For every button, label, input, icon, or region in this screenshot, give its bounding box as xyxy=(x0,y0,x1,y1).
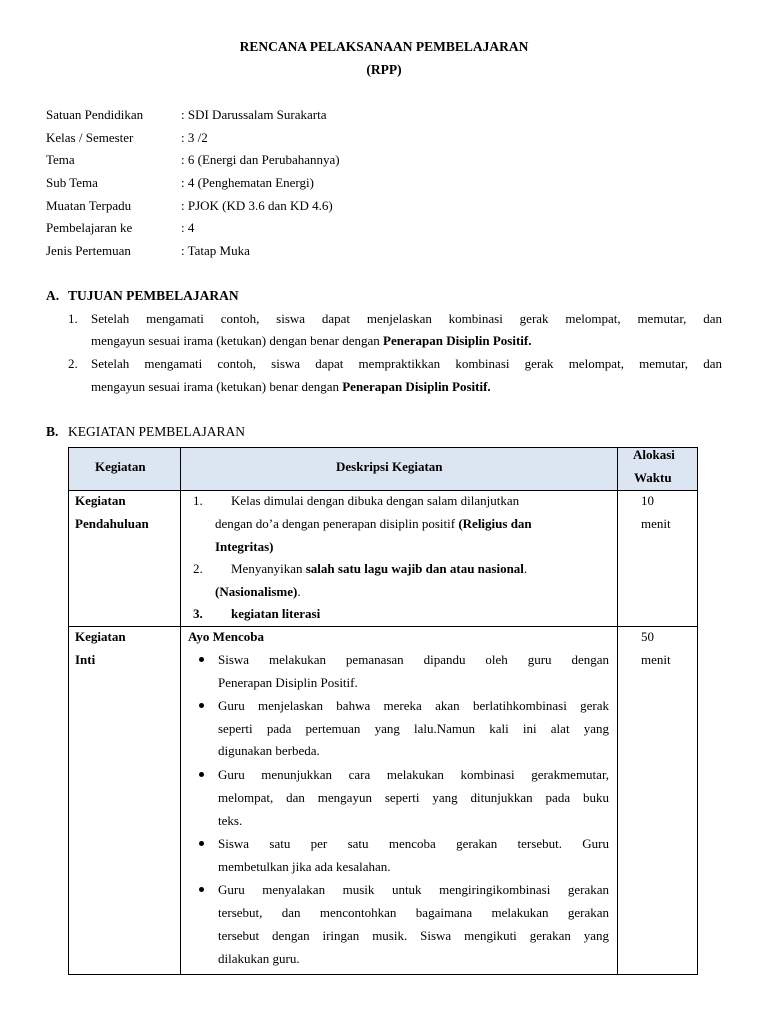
table-divider xyxy=(617,447,618,975)
objective-number: 2. xyxy=(68,356,78,371)
time-allocation: 10 xyxy=(641,493,654,508)
activity-number: 2. xyxy=(193,561,203,576)
bullet-icon xyxy=(199,657,204,662)
section-a-letter: A. xyxy=(46,288,60,303)
activity-number: 1. xyxy=(193,493,203,508)
activity-line: kegiatan literasi xyxy=(231,606,321,621)
activity-subheading: Ayo Mencoba xyxy=(188,629,264,644)
activity-number: 3. xyxy=(193,606,203,621)
objective-line: Setelah mengamati contoh, siswa dapat menjelaskan kombinasi gerak melompat, memutar, dan xyxy=(91,311,722,326)
activity-line: dilakukan guru. xyxy=(218,951,300,966)
identity-value: : 4 xyxy=(181,220,195,235)
activity-line: Siswa satu per satu mencoba gerakan tersebut. Guru xyxy=(218,836,609,851)
identity-label: Jenis Pertemuan xyxy=(46,243,131,258)
row-name: Pendahuluan xyxy=(75,516,149,531)
header-deskripsi: Deskripsi Kegiatan xyxy=(336,459,443,474)
document-subtitle: (RPP) xyxy=(366,62,402,77)
section-a-title: TUJUAN PEMBELAJARAN xyxy=(68,288,239,303)
table-divider xyxy=(68,490,698,491)
activity-line: Menyanyikan salah satu lagu wajib dan atau nasional. xyxy=(231,561,528,576)
activity-line: Penerapan Disiplin Positif. xyxy=(218,675,358,690)
identity-value: : SDI Darussalam Surakarta xyxy=(181,107,327,122)
identity-value: : PJOK (KD 3.6 dan KD 4.6) xyxy=(181,198,333,213)
identity-label: Pembelajaran ke xyxy=(46,220,133,235)
activity-line: Guru menunjukkan cara melakukan kombinasi gerakmemutar, xyxy=(218,767,609,782)
identity-value: : 6 (Energi dan Perubahannya) xyxy=(181,152,340,167)
identity-value: : 3 /2 xyxy=(181,130,208,145)
bullet-icon xyxy=(199,703,204,708)
activity-line: (Nasionalisme). xyxy=(215,584,301,599)
row-name: Inti xyxy=(75,652,96,667)
activity-line: Kelas dimulai dengan dibuka dengan salam dilanjutkan xyxy=(231,493,520,508)
activity-line: teks. xyxy=(218,813,243,828)
activity-line: melompat, dan mengayun seperti yang ditunjukkan pada buku xyxy=(218,790,609,805)
identity-label: Muatan Terpadu xyxy=(46,198,132,213)
header-alokasi: Alokasi xyxy=(633,447,675,462)
activity-line: dengan do’a dengan penerapan disiplin positif (Religius dan xyxy=(215,516,532,531)
activity-line: digunakan berbeda. xyxy=(218,743,320,758)
identity-label: Tema xyxy=(46,152,75,167)
header-kegiatan: Kegiatan xyxy=(95,459,146,474)
time-unit: menit xyxy=(641,516,671,531)
objective-number: 1. xyxy=(68,311,78,326)
activity-line: Guru menyalakan musik untuk mengiringikombinasi gerakan xyxy=(218,882,609,897)
objective-line: mengayun sesuai irama (ketukan) benar dengan Penerapan Disiplin Positif. xyxy=(91,379,491,394)
identity-value: : Tatap Muka xyxy=(181,243,250,258)
objective-line: Setelah mengamati contoh, siswa dapat mempraktikkan kombinasi gerak melompat, memutar, dan xyxy=(91,356,722,371)
activity-line: seperti pada pertemuan yang lalu.Namun kali ini alat yang xyxy=(218,721,609,736)
identity-label: Satuan Pendidikan xyxy=(46,107,144,122)
time-unit: menit xyxy=(641,652,671,667)
activity-line: tersebut dengan iringan musik. Siswa mengikuti gerakan yang xyxy=(218,928,609,943)
activity-line: tersebut, dan mencontohkan bagaimana melakukan gerakan xyxy=(218,905,609,920)
section-a-heading xyxy=(46,288,239,304)
section-b-heading xyxy=(46,424,245,440)
table-divider xyxy=(68,626,698,627)
row-name: Kegiatan xyxy=(75,493,126,508)
activity-line: Siswa melakukan pemanasan dipandu oleh guru dengan xyxy=(218,652,609,667)
activity-line: Guru menjelaskan bahwa mereka akan berlatihkombinasi gerak xyxy=(218,698,609,713)
bullet-icon xyxy=(199,887,204,892)
identity-label: Sub Tema xyxy=(46,175,98,190)
time-allocation: 50 xyxy=(641,629,654,644)
row-name: Kegiatan xyxy=(75,629,126,644)
identity-label: Kelas / Semester xyxy=(46,130,134,145)
bullet-icon xyxy=(199,841,204,846)
section-b-letter: B. xyxy=(46,424,59,439)
table-divider xyxy=(180,447,181,975)
activity-line: Integritas) xyxy=(215,539,274,554)
section-b-title: KEGIATAN PEMBELAJARAN xyxy=(68,424,246,439)
objective-line: mengayun sesuai irama (ketukan) dengan benar dengan Penerapan Disiplin Positif. xyxy=(91,333,532,348)
identity-value: : 4 (Penghematan Energi) xyxy=(181,175,314,190)
activity-line: membetulkan jika ada kesalahan. xyxy=(218,859,391,874)
document-title: RENCANA PELAKSANAAN PEMBELAJARAN xyxy=(239,39,529,54)
bullet-icon xyxy=(199,772,204,777)
header-waktu: Waktu xyxy=(634,470,672,485)
